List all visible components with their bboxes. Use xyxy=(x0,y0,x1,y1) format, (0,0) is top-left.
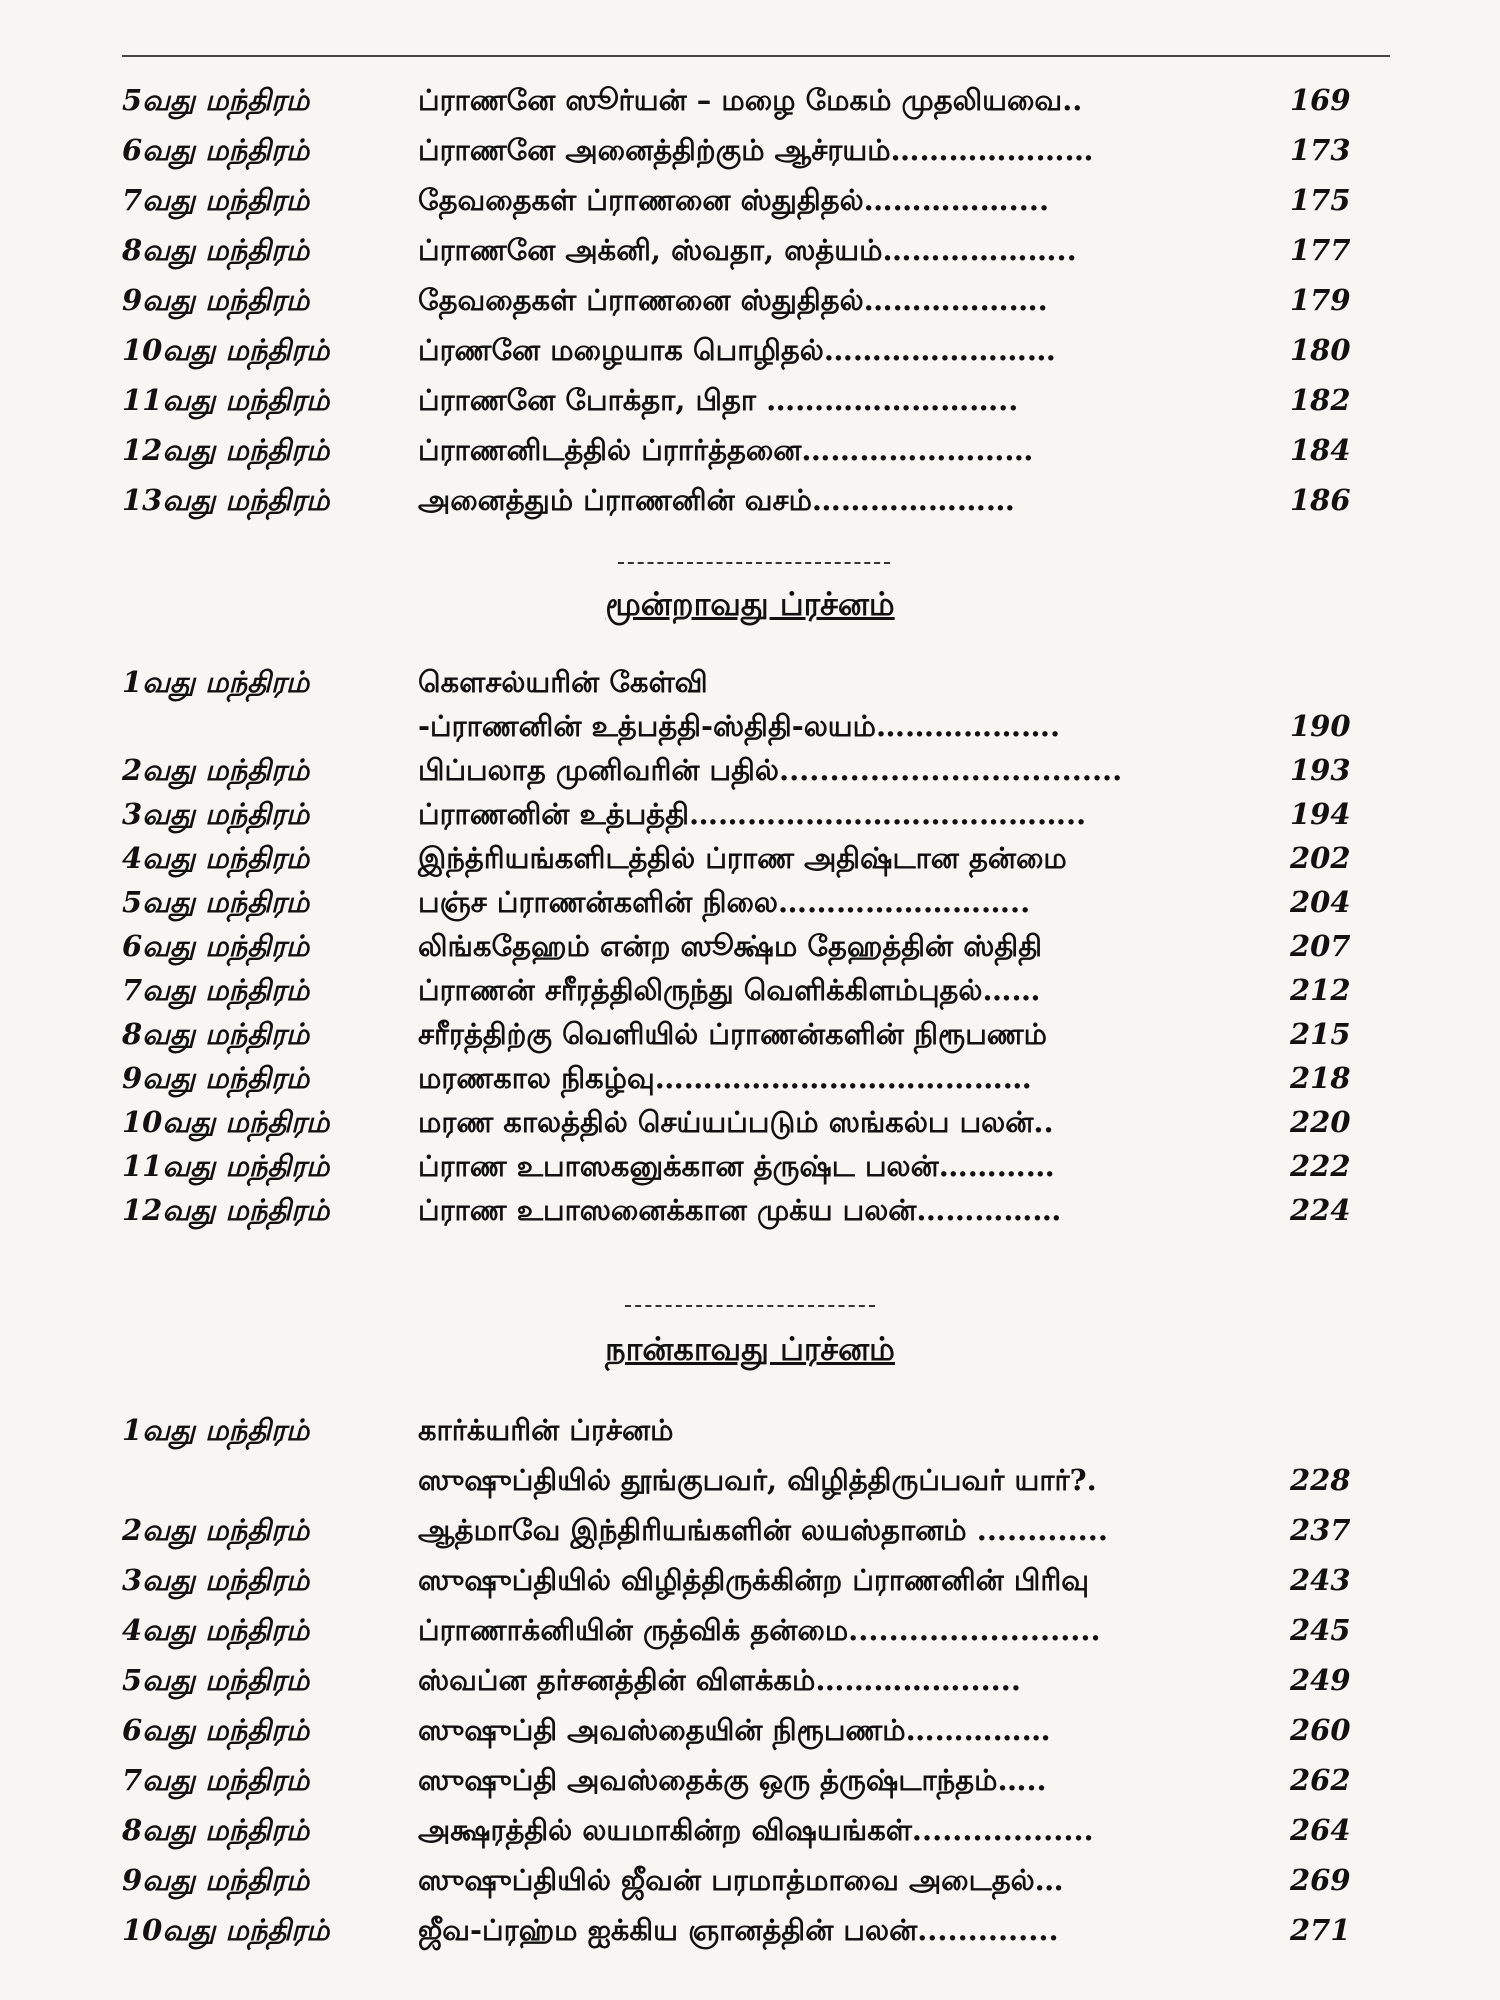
entry-title: ப்ராணனே ஸூர்யன் – மழை மேகம் முதலியவை.. xyxy=(418,83,1083,117)
mantra-label: 6வது மந்திரம் xyxy=(122,929,310,963)
toc-row xyxy=(0,924,1500,968)
entry-title: மரணகால நிகழ்வு………………………………… xyxy=(418,1061,1032,1095)
entry-title: ப்ரணனே மழையாக பொழிதல்…………………… xyxy=(418,333,1056,367)
mantra-label: 1வது மந்திரம் xyxy=(122,665,310,699)
page-number: 243 xyxy=(1290,1563,1351,1597)
toc-row xyxy=(0,75,1500,125)
page-number: 186 xyxy=(1290,483,1351,517)
toc-row-continuation xyxy=(0,1455,1500,1505)
section-heading: மூன்றாவது ப்ரச்னம் xyxy=(605,585,895,623)
entry-title: சரீரத்திற்கு வெளியில் ப்ராணன்களின் நிரூபணம் xyxy=(418,1017,1048,1051)
mantra-label: 5வது மந்திரம் xyxy=(122,83,310,117)
mantra-label: 10வது மந்திரம் xyxy=(122,1913,330,1947)
toc-row xyxy=(0,1056,1500,1100)
toc-row xyxy=(0,275,1500,325)
entry-title: ப்ராணனே போக்தா, பிதா …………………….. xyxy=(418,383,1019,417)
toc-row xyxy=(0,1605,1500,1655)
section-divider xyxy=(625,1305,875,1307)
page-number: 228 xyxy=(1290,1463,1351,1497)
mantra-label: 8வது மந்திரம் xyxy=(122,1813,310,1847)
entry-title: ஜீவ-ப்ரஹ்ம ஐக்கிய ஞானத்தின் பலன்.............. xyxy=(418,1913,1059,1947)
page-number: 190 xyxy=(1290,709,1351,743)
entry-title: அக்ஷரத்தில் லயமாகின்ற விஷயங்கள்.................. xyxy=(418,1813,1094,1847)
mantra-label: 10வது மந்திரம் xyxy=(122,1105,330,1139)
section-prashnam-2-continued xyxy=(0,75,1500,525)
mantra-label: 5வது மந்திரம் xyxy=(122,1663,310,1697)
page-number: 264 xyxy=(1290,1813,1351,1847)
entry-title: கார்க்யரின் ப்ரச்னம் xyxy=(418,1413,674,1447)
toc-row xyxy=(0,225,1500,275)
mantra-label: 6வது மந்திரம் xyxy=(122,133,310,167)
entry-title: ப்ராணனின் உத்பத்தி………………………………….. xyxy=(418,797,1087,831)
mantra-label: 3வது மந்திரம் xyxy=(122,1563,310,1597)
entry-title: ப்ராணாக்னியின் ருத்விக் தன்மை......................... xyxy=(418,1613,1101,1647)
mantra-label: 9வது மந்திரம் xyxy=(122,1863,310,1897)
mantra-label: 8வது மந்திரம் xyxy=(122,233,310,267)
toc-row xyxy=(0,1655,1500,1705)
entry-title: இந்த்ரியங்களிடத்தில் ப்ராண அதிஷ்டான தன்மை xyxy=(418,841,1067,875)
entry-title: ப்ராணனே அக்னி, ஸ்வதா, ஸத்யம்……………….. xyxy=(418,233,1077,267)
page-number: 212 xyxy=(1290,973,1351,1007)
entry-title: லிங்கதேஹம் என்ற ஸூக்ஷ்ம தேஹத்தின் ஸ்திதி xyxy=(418,929,1042,963)
toc-row xyxy=(0,1188,1500,1232)
page-number: 173 xyxy=(1290,133,1351,167)
mantra-label: 10வது மந்திரம் xyxy=(122,333,330,367)
entry-title: பிப்பலாத முனிவரின் பதில்.................................. xyxy=(418,753,1123,787)
toc-row xyxy=(0,1405,1500,1455)
toc-row xyxy=(0,1805,1500,1855)
page-number: 249 xyxy=(1290,1663,1351,1697)
toc-row xyxy=(0,836,1500,880)
mantra-label: 2வது மந்திரம் xyxy=(122,753,310,787)
mantra-label: 9வது மந்திரம் xyxy=(122,283,310,317)
mantra-label: 12வது மந்திரம் xyxy=(122,1193,330,1227)
mantra-label: 8வது மந்திரம் xyxy=(122,1017,310,1051)
section-heading: நான்காவது ப்ரச்னம் xyxy=(605,1330,895,1368)
entry-title: ப்ராணனே அனைத்திற்கும் ஆச்ரயம்………………… xyxy=(418,133,1094,167)
entry-title: ஸுஷுப்தியில் ஜீவன் பரமாத்மாவை அடைதல்… xyxy=(418,1863,1064,1897)
page-number: 245 xyxy=(1290,1613,1351,1647)
entry-title: அனைத்தும் ப்ராணனின் வசம்………………… xyxy=(418,483,1015,517)
mantra-label: 1வது மந்திரம் xyxy=(122,1413,310,1447)
page-number: 260 xyxy=(1290,1713,1351,1747)
entry-title: ஸுஷுப்தியில் விழித்திருக்கின்ற ப்ராணனின் பிரிவு xyxy=(418,1563,1089,1597)
entry-title: தேவதைகள் ப்ராணனை ஸ்துதிதல்…………….... xyxy=(418,183,1050,217)
mantra-label: 7வது மந்திரம் xyxy=(122,973,310,1007)
entry-title: ப்ராண உபாஸனைக்கான முக்ய பலன்…………… xyxy=(418,1193,1062,1227)
toc-row-continuation xyxy=(0,704,1500,748)
page-number: 224 xyxy=(1290,1193,1351,1227)
entry-title: ஆத்மாவே இந்திரியங்களின் லயஸ்தானம் ............. xyxy=(418,1513,1108,1547)
toc-row xyxy=(0,1705,1500,1755)
entry-title: ஸ்வப்ன தர்சனத்தின் விளக்கம்……………...... xyxy=(418,1663,1021,1697)
page-number: 179 xyxy=(1290,283,1351,317)
toc-row xyxy=(0,1905,1500,1955)
page-number: 180 xyxy=(1290,333,1351,367)
toc-row xyxy=(0,425,1500,475)
toc-row xyxy=(0,125,1500,175)
entry-title: பஞ்ச ப்ராணன்களின் நிலை…………………….. xyxy=(418,885,1031,919)
page-number: 220 xyxy=(1290,1105,1351,1139)
section-divider xyxy=(618,562,890,564)
entry-title: தேவதைகள் ப்ராணனை ஸ்துதிதல்………………. xyxy=(418,283,1048,317)
page-number: 271 xyxy=(1290,1913,1351,1947)
entry-title: கௌசல்யரின் கேள்வி xyxy=(418,665,708,699)
toc-row xyxy=(0,1100,1500,1144)
entry-title: மரண காலத்தில் செய்யப்படும் ஸங்கல்ப பலன்.. xyxy=(418,1105,1054,1139)
mantra-label: 11வது மந்திரம் xyxy=(122,1149,330,1183)
toc-row xyxy=(0,968,1500,1012)
page-number: 262 xyxy=(1290,1763,1351,1797)
page-number: 202 xyxy=(1290,841,1351,875)
mantra-label: 4வது மந்திரம் xyxy=(122,1613,310,1647)
toc-row xyxy=(0,1012,1500,1056)
entry-title: ஸுஷுப்தி அவஸ்தையின் நிரூபணம்…………… xyxy=(418,1713,1051,1747)
toc-row xyxy=(0,660,1500,704)
page-number: 177 xyxy=(1290,233,1351,267)
mantra-label: 11வது மந்திரம் xyxy=(122,383,330,417)
mantra-label: 3வது மந்திரம் xyxy=(122,797,310,831)
toc-row xyxy=(0,1505,1500,1555)
entry-title: ஸுஷுப்தி அவஸ்தைக்கு ஒரு த்ருஷ்டாந்தம்….. xyxy=(418,1763,1047,1797)
page-number: 218 xyxy=(1290,1061,1351,1095)
toc-row xyxy=(0,375,1500,425)
page-number: 204 xyxy=(1290,885,1351,919)
mantra-label: 13வது மந்திரம் xyxy=(122,483,330,517)
toc-row xyxy=(0,880,1500,924)
entry-title: ஸுஷுப்தியில் தூங்குபவர், விழித்திருப்பவர் யார்?. xyxy=(418,1463,1097,1497)
mantra-label: 12வது மந்திரம் xyxy=(122,433,330,467)
page-number: 269 xyxy=(1290,1863,1351,1897)
toc-row xyxy=(0,792,1500,836)
mantra-label: 7வது மந்திரம் xyxy=(122,1763,310,1797)
entry-title: ப்ராண உபாஸகனுக்கான த்ருஷ்ட பலன்………… xyxy=(418,1149,1055,1183)
entry-title: -ப்ராணனின் உத்பத்தி-ஸ்திதி-லயம்………………. xyxy=(418,709,1061,743)
entry-title: ப்ராணன் சரீரத்திலிருந்து வெளிக்கிளம்புதல்…… xyxy=(418,973,1041,1007)
toc-row xyxy=(0,1144,1500,1188)
section-prashnam-4 xyxy=(0,1405,1500,1955)
mantra-label: 6வது மந்திரம் xyxy=(122,1713,310,1747)
page-number: 215 xyxy=(1290,1017,1351,1051)
mantra-label: 9வது மந்திரம் xyxy=(122,1061,310,1095)
mantra-label: 5வது மந்திரம் xyxy=(122,885,310,919)
toc-row xyxy=(0,175,1500,225)
page-number: 182 xyxy=(1290,383,1351,417)
page-number: 207 xyxy=(1290,929,1351,963)
mantra-label: 2வது மந்திரம் xyxy=(122,1513,310,1547)
toc-row xyxy=(0,325,1500,375)
page-number: 184 xyxy=(1290,433,1351,467)
mantra-label: 7வது மந்திரம் xyxy=(122,183,310,217)
section-prashnam-3 xyxy=(0,660,1500,1232)
toc-row xyxy=(0,1755,1500,1805)
mantra-label: 4வது மந்திரம் xyxy=(122,841,310,875)
toc-row xyxy=(0,475,1500,525)
page-number: 194 xyxy=(1290,797,1351,831)
toc-row xyxy=(0,748,1500,792)
page-number: 169 xyxy=(1290,83,1351,117)
toc-row xyxy=(0,1855,1500,1905)
page-number: 175 xyxy=(1290,183,1351,217)
top-rule xyxy=(122,55,1390,57)
entry-title: ப்ராணனிடத்தில் ப்ரார்த்தனை…………………… xyxy=(418,433,1034,467)
page-number: 237 xyxy=(1290,1513,1351,1547)
page-number: 193 xyxy=(1290,753,1351,787)
toc-row xyxy=(0,1555,1500,1605)
page-number: 222 xyxy=(1290,1149,1351,1183)
